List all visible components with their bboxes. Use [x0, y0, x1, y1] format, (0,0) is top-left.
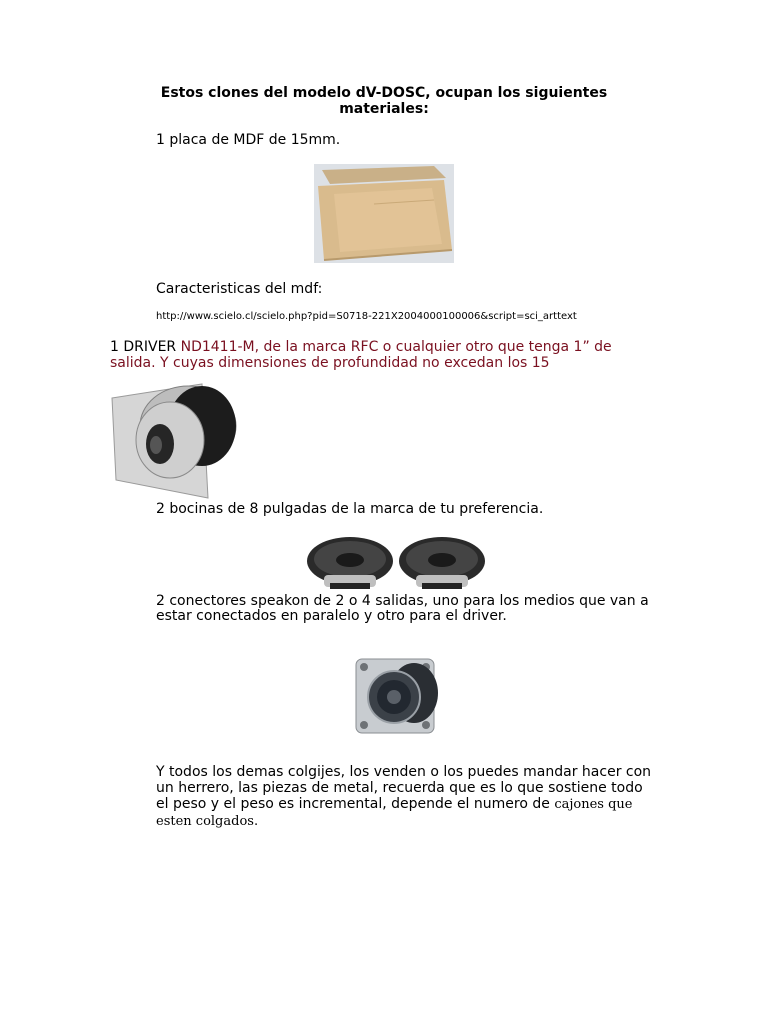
closing-line-1: Y todos los demas colgijes, los venden o los puedes mandar hacer con: [156, 764, 652, 780]
item-speakers: 2 bocinas de 8 pulgadas de la marca de tu preferencia.: [156, 501, 544, 517]
driver-prefix: 1 DRIVER: [110, 339, 181, 355]
closing-line-2: un herrero, las piezas de metal, recuerda que es lo que sostiene todo: [156, 780, 643, 796]
connectors-line-2: estar conectados en paralelo y otro para el driver.: [156, 608, 507, 624]
driver-line-1: [110, 339, 612, 355]
speakon-connector-image: [352, 653, 440, 739]
driver-model-text: ND1411-M, de la marca RFC o cualquier otro que tenga 1” de: [180, 339, 612, 355]
driver-line-2: salida. Y cuyas dimensiones de profundidad no excedan los 15: [110, 355, 550, 371]
closing-line-4: esten colgados.: [156, 814, 259, 829]
closing-line-3-sans: el peso y el peso es incremental, depende el numero de: [156, 796, 555, 812]
compression-driver-image: [110, 370, 242, 500]
closing-line-3: [156, 796, 632, 813]
document-title: Estos clones del modelo dV-DOSC, ocupan los siguientes materiales:: [160, 85, 608, 117]
mdf-boards-image: [314, 164, 454, 263]
mdf-features-label: Caracteristicas del mdf:: [156, 281, 323, 297]
woofers-image: [306, 535, 488, 591]
connectors-line-1: 2 conectores speakon de 2 o 4 salidas, uno para los medios que van a: [156, 593, 649, 609]
item-mdf: 1 placa de MDF de 15mm.: [156, 132, 341, 148]
mdf-link[interactable]: http://www.scielo.cl/scielo.php?pid=S0718-221X2004000100006&script=sci_arttext: [156, 311, 577, 322]
closing-line-3-serif: cajones que: [554, 797, 633, 812]
